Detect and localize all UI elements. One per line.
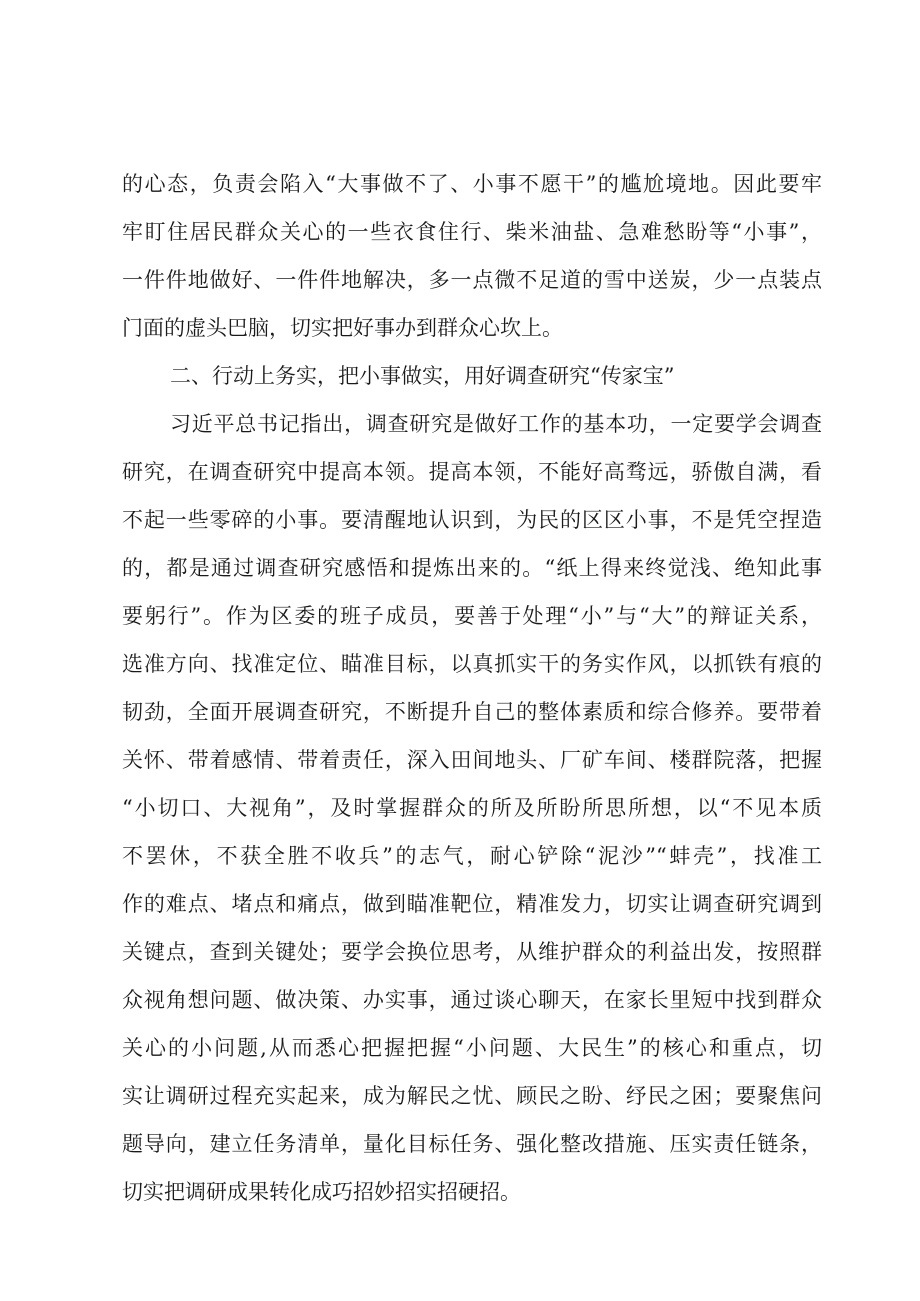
paragraph-2-line-2: 研究，在调查研究中提高本领。提高本领，不能好高骛远，骄傲自满，看 xyxy=(122,460,822,484)
paragraph-2-line-10: 不罢休，不获全胜不收兵”的志气，耐心铲除“泥沙”“蚌壳”，找准工 xyxy=(122,844,822,868)
paragraph-2-line-17: 切实把调研成果转化成巧招妙招实招硬招。 xyxy=(122,1180,521,1204)
paragraph-2-line-7: 韧劲，全面开展调查研究，不断提升自己的整体素质和综合修养。要带着 xyxy=(122,700,822,724)
paragraph-2-line-14: 关心的小问题,从而悉心把握把握“小问题、大民生”的核心和重点，切 xyxy=(122,1036,822,1060)
paragraph-2-line-5: 要躬行”。作为区委的班子成员，要善于处理“小”与“大”的辩证关系， xyxy=(122,604,822,628)
paragraph-2-line-16: 题导向，建立任务清单，量化目标任务、强化整改措施、压实责任链条， xyxy=(122,1132,822,1156)
paragraph-2-line-6: 选准方向、找准定位、瞄准目标，以真抓实干的务实作风，以抓铁有痕的 xyxy=(122,652,822,676)
paragraph-2-line-8: 关怀、带着感情、带着责任，深入田间地头、厂矿车间、楼群院落，把握 xyxy=(122,748,822,772)
paragraph-1-line-1: 的心态，负责会陷入“大事做不了、小事不愿干”的尴尬境地。因此要牢 xyxy=(122,172,822,196)
paragraph-2-line-3: 不起一些零碎的小事。要清醒地认识到，为民的区区小事，不是凭空捏造 xyxy=(122,508,822,532)
paragraph-1-line-4: 门面的虚头巴脑，切实把好事办到群众心坎上。 xyxy=(122,316,563,340)
paragraph-2-line-15: 实让调研过程充实起来，成为解民之忧、顾民之盼、纾民之困；要聚焦问 xyxy=(122,1084,822,1108)
paragraph-2-line-12: 关键点，查到关键处；要学会换位思考，从维护群众的利益出发，按照群 xyxy=(122,940,822,964)
paragraph-2-line-9: “小切口、大视角”，及时掌握群众的所及所盼所思所想，以“不见本质 xyxy=(122,796,822,820)
paragraph-1-line-3: 一件件地做好、一件件地解决，多一点微不足道的雪中送炭，少一点装点 xyxy=(122,268,822,292)
paragraph-2-line-13: 众视角想问题、做决策、办实事，通过谈心聊天，在家长里短中找到群众 xyxy=(122,988,822,1012)
section-heading: 二、行动上务实，把小事做实，用好调查研究“传家宝” xyxy=(170,364,675,388)
paragraph-1-line-2: 牢盯住居民群众关心的一些衣食住行、柴米油盐、急难愁盼等“小事”， xyxy=(122,220,822,244)
paragraph-2-line-1: 习近平总书记指出，调查研究是做好工作的基本功，一定要学会调查 xyxy=(170,412,822,436)
paragraph-2-line-11: 作的难点、堵点和痛点，做到瞄准靶位，精准发力，切实让调查研究调到 xyxy=(122,892,822,916)
paragraph-2-line-4: 的，都是通过调查研究感悟和提炼出来的。“纸上得来终觉浅、绝知此事 xyxy=(122,556,822,580)
